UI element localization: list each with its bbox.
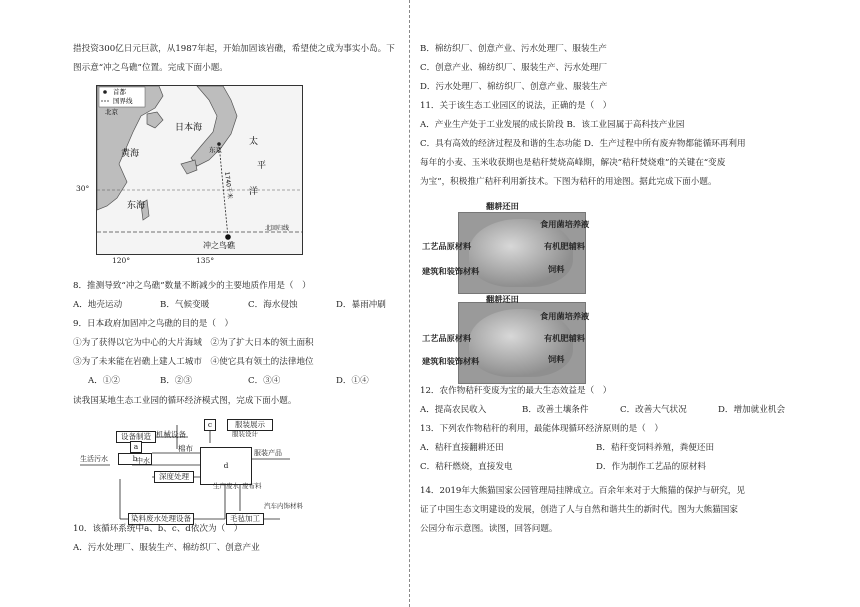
question-14-line-1: 14．2019年大熊猫国家公园管理局挂牌成立。百余年来对于大熊猫的保护与研究，见	[420, 486, 745, 496]
label-distance: 1740千米	[223, 171, 234, 200]
q10-option-b: B．棉纺织厂、创意产业、污水处理厂、服装生产	[420, 44, 607, 54]
label-beijing: 北京	[105, 108, 118, 116]
label-sewage: 生活污水	[80, 455, 108, 463]
question-10: 10．该循环系统中a、b、c、d依次为（ ）	[73, 524, 243, 534]
q12-option-b: B．改善土壤条件	[522, 405, 589, 415]
label-machinery: 机械设备	[156, 430, 186, 439]
question-11: 11．关于该生态工业园区的说法，正确的是（ ）	[420, 101, 612, 111]
node-deep-treatment: 深度处理	[154, 471, 194, 483]
label-cloth: 棉布	[178, 444, 193, 453]
question-12: 12．农作物秸秆变废为宝的最大生态效益是（ ）	[420, 386, 612, 396]
label-pacific-1: 太	[249, 137, 259, 147]
q8-option-c: C．海水侵蚀	[248, 300, 298, 310]
legend-border: 国界线	[113, 97, 133, 105]
label-design: 服装设计	[232, 430, 258, 438]
question-9: 9．日本政府加固冲之鸟礁的目的是（ ）	[73, 319, 234, 329]
flow-intro: 读我国某地生态工业园的循环经济模式图，完成下面小题。	[73, 396, 297, 406]
column-divider	[409, 0, 410, 607]
flow-lines	[80, 419, 310, 539]
label-reef: 冲之鸟礁	[203, 241, 235, 250]
straw1-label-mushroom: 食用菌培养液	[540, 219, 590, 229]
node-equipment: 设备制造	[116, 431, 156, 443]
q11-options-ab: A．产业生产处于工业发展的成长阶段 B．该工业园属于高科技产业园	[420, 120, 685, 130]
straw2-label-fertilizer: 有机肥辅料	[544, 333, 585, 343]
question-13: 13．下列农作物秸秆的利用，最能体现循环经济原则的是（ ）	[420, 424, 663, 434]
label-production-wastewater: 生产废水	[213, 482, 239, 490]
straw2-label-building: 建筑和装饰材料	[422, 356, 480, 366]
node-b: b	[118, 453, 152, 465]
question-14-line-2: 证了中国生态文明建设的发展，创造了人与自然和谐共生的新时代。图为大熊猫国家	[420, 505, 738, 515]
label-lat-30: 30°	[76, 184, 90, 193]
q13-option-a: A．秸秆直接翻耕还田	[420, 443, 504, 453]
label-japan-sea: 日本海	[175, 123, 203, 133]
q8-option-d: D．暴雨冲刷	[336, 300, 386, 310]
label-reclaimed-water: 中水	[136, 457, 150, 465]
straw1-label-feed: 饲料	[548, 264, 565, 274]
q12-option-a: A．提高农民收入	[420, 405, 487, 415]
straw2-label-feed: 饲料	[548, 354, 565, 364]
node-dye-treatment: 染料废水处理设备	[128, 513, 194, 525]
q9-option-b: B．②③	[160, 376, 193, 386]
q9-statement-1: ①为了获得以它为中心的大片海域 ②为了扩大日本的领土面积	[73, 338, 314, 348]
intro-line-1: 措投资300亿日元巨款，从1987年起，开始加固该岩礁，希望使之成为事实小岛。下	[73, 44, 395, 54]
q13-option-b: B．秸秆变饲料养殖，粪便还田	[596, 443, 715, 453]
q10-option-d: D．污水处理厂、棉纺织厂、创意产业、服装生产	[420, 82, 608, 92]
intro-line-2: 图示意“冲之鸟礁”位置。完成下面小题。	[73, 63, 228, 73]
q8-option-a: A．地壳运动	[73, 300, 123, 310]
q10-option-a: A．污水处理厂、服装生产、棉纺织厂、创意产业	[73, 543, 260, 553]
straw2-label-craft: 工艺品原材料	[422, 333, 472, 343]
q9-option-a: A．①②	[88, 376, 120, 386]
q12-option-d: D．增加就业机会	[718, 405, 786, 415]
q9-statement-2: ③为了未来能在岩礁上建人工城市 ④使它具有领土的法律地位	[73, 357, 314, 367]
label-tokyo: 东京	[209, 146, 222, 154]
node-fashion-show: 服装展示	[227, 419, 273, 431]
q10-option-c: C．创意产业、棉纺织厂、服装生产、污水处理厂	[420, 63, 608, 73]
straw1-label-building: 建筑和装饰材料	[422, 266, 480, 276]
label-car-interior: 汽车内饰材料	[264, 502, 303, 510]
label-lon-120: 120°	[112, 256, 131, 265]
straw-intro-1: 每年的小麦、玉米收获期也是秸秆焚烧高峰期，解决“秸秆焚烧难”的关键在“变废	[420, 158, 726, 168]
straw-intro-2: 为宝”，积极推广秸秆利用新技术。下图为秸秆的用途图。据此完成下面小题。	[420, 177, 717, 187]
straw2-label-mushroom: 食用菌培养液	[540, 311, 590, 321]
node-a: a	[130, 441, 142, 453]
question-14-line-3: 公园分布示意图。读图，回答问题。	[420, 524, 558, 534]
straw1-label-plow: 翻耕还田	[486, 201, 519, 211]
q13-option-c: C．秸秆燃烧，直接发电	[420, 462, 513, 472]
label-tropic: 北回归线	[265, 225, 290, 232]
straw1-label-craft: 工艺品原材料	[422, 241, 472, 251]
label-pacific-3: 洋	[249, 187, 259, 197]
node-c: c	[204, 419, 216, 431]
label-product: 服装产品	[254, 449, 282, 457]
map-drawing	[97, 86, 302, 254]
straw1-label-fertilizer: 有机肥辅料	[544, 241, 585, 251]
q11-options-cd: C．具有高效的经济过程及和谐的生态功能 D．生产过程中所有废弃物都能循环再利用	[420, 139, 746, 149]
label-scrap-cloth: 废布料	[242, 482, 262, 490]
node-d: d	[200, 447, 252, 485]
legend-capital: 首都	[113, 88, 126, 96]
circular-economy-diagram	[80, 419, 310, 539]
q13-option-d: D．作为制作工艺品的原材料	[596, 462, 707, 472]
reef-location-map	[96, 85, 303, 255]
label-east-sea: 东海	[127, 201, 146, 211]
node-felt: 毛毡加工	[226, 513, 264, 525]
q9-option-c: C．③④	[248, 376, 281, 386]
label-pacific-2: 平	[257, 161, 267, 171]
q8-option-b: B．气候变暖	[160, 300, 210, 310]
label-yellow-sea: 黄海	[121, 149, 140, 159]
question-8: 8．推测导致“冲之鸟礁”数量不断减少的主要地质作用是（ ）	[73, 281, 311, 291]
label-lon-135: 135°	[196, 256, 215, 265]
q12-option-c: C．改善大气状况	[620, 405, 687, 415]
q9-option-d: D．①④	[336, 376, 369, 386]
straw2-label-plow: 翻耕还田	[486, 294, 519, 304]
